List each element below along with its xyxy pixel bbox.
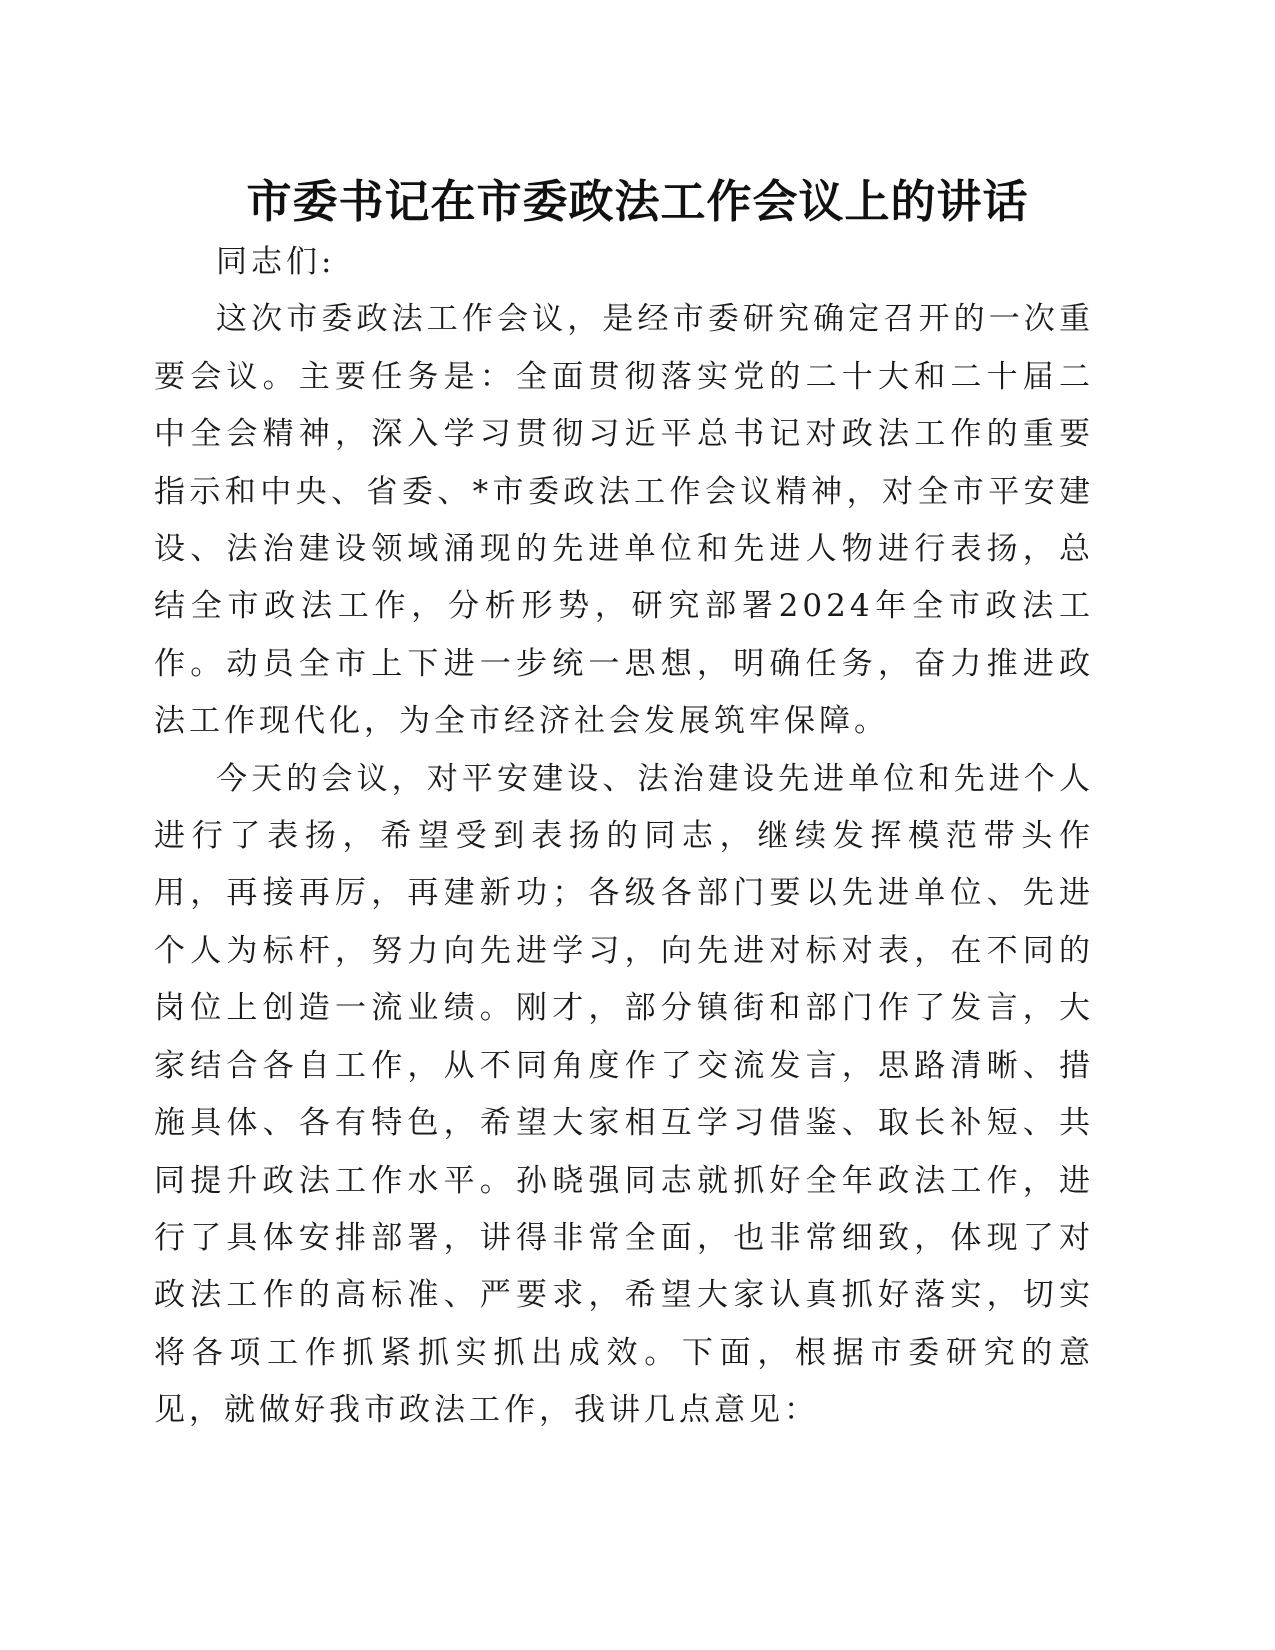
paragraph-commendation: 今天的会议，对平安建设、法治建设先进单位和先进个人进行了表扬，希望受到表扬的同志，继续发挥模范带头作用，再接再厉，再建新功；各级各部门要以先进单位、先进个人为标杆，努力向先进学习，向先进对标对表，在不同的岗位上创造一流业绩。刚才，部分镇街和部门作了发言，大家结合各自工作，从不同角度作了交流发言，思路清晰、措施具体、各有特色，希望大家相互学习借鉴、取长补短、共同提升政法工作水平。孙晓强同志就抓好全年政法工作，进行了具体安排部署，讲得非常全面，也非常细致，体现了对政法工作的高标准、严要求，希望大家认真抓好落实，切实将各项工作抓紧抓实抓出成效。下面，根据市委研究的意见，就做好我市政法工作，我讲几点意见：: [154, 760, 1094, 1429]
paragraph-intro: 这次市委政法工作会议，是经市委研究确定召开的一次重要会议。主要任务是：全面贯彻落实党的二十大和二十届二中全会精神，深入学习贯彻习近平总书记对政法工作的重要指示和中央、省委、*市委政法工作会议精神，对全市平安建设、法治建设领域涌现的先进单位和先进人物进行表扬，总结全市政法工作，分析形势，研究部署2024年全市政法工作。动员全市上下进一步统一思想，明确任务，奋力推进政法工作现代化，为全市经济社会发展筑牢保障。: [154, 301, 1094, 740]
document-body: [154, 234, 1094, 1440]
salutation: 同志们:: [216, 244, 336, 280]
document-title: 市委书记在市委政法工作会议上的讲话: [246, 175, 1029, 228]
